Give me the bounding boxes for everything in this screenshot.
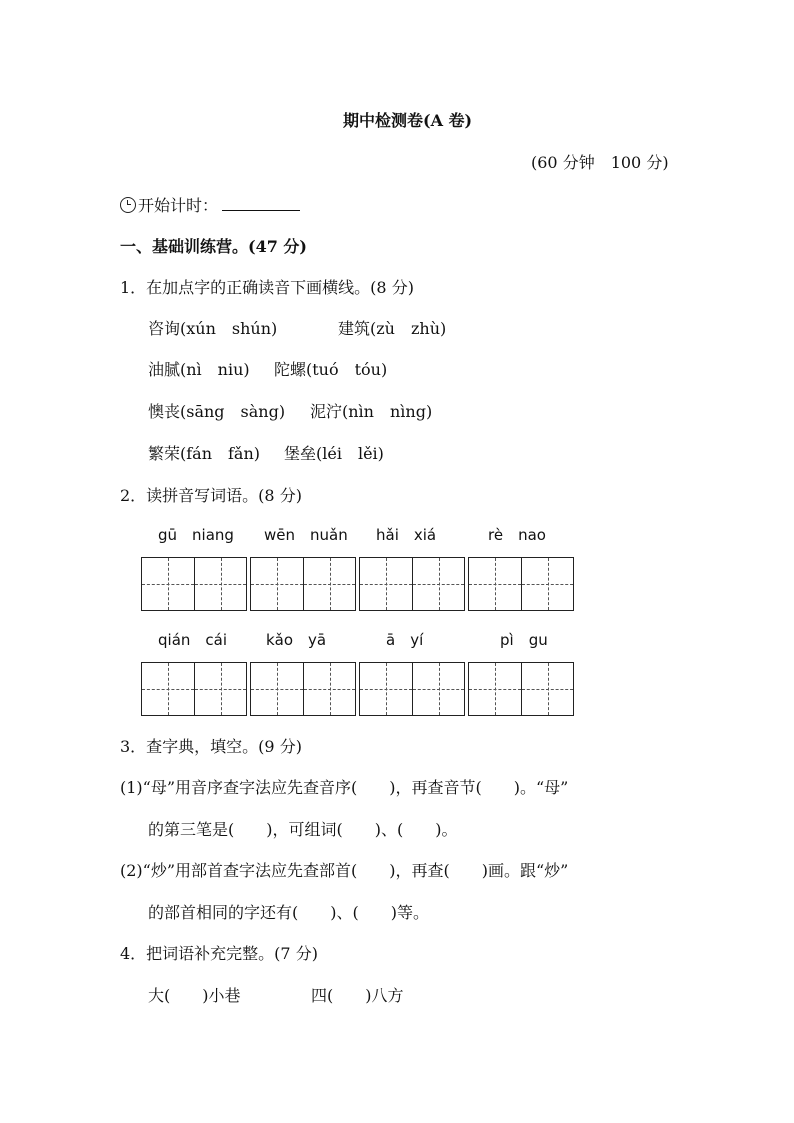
timer-label: 开始计时： <box>138 196 219 215</box>
char-cell[interactable] <box>142 558 194 610</box>
word-box[interactable] <box>250 557 356 611</box>
q1-item[interactable]: 陀螺(tuó tóu) <box>274 360 388 379</box>
q3-part2-line1[interactable]: (2)“炒”用部首查字法应先查部首( )，再查( )画。跟“炒” <box>120 861 569 880</box>
q1-item[interactable]: 堡垒(léi lěi) <box>284 444 384 463</box>
char-cell[interactable] <box>469 663 521 715</box>
page-title: 期中检测卷(A 卷) <box>343 111 473 130</box>
word-box[interactable] <box>250 662 356 716</box>
timer-row <box>120 193 300 216</box>
writing-grid-row-1 <box>141 557 577 611</box>
char-cell[interactable] <box>412 663 464 715</box>
clock-icon <box>120 197 136 213</box>
char-cell[interactable] <box>469 558 521 610</box>
char-cell[interactable] <box>360 663 412 715</box>
pinyin-label: rè nao <box>488 526 546 544</box>
pinyin-label: qián cái <box>158 631 227 649</box>
word-box[interactable] <box>468 557 574 611</box>
q3-part2-line2[interactable]: 的部首相同的字还有( )、( )等。 <box>148 903 429 922</box>
char-cell[interactable] <box>194 663 246 715</box>
char-cell[interactable] <box>521 663 573 715</box>
word-box[interactable] <box>141 662 247 716</box>
q3-part1-line1[interactable]: (1)“母”用音序查字法应先查音序( )，再查音节( )。“母” <box>120 778 569 797</box>
pinyin-label: pì gu <box>500 631 548 649</box>
q1-item[interactable]: 咨询(xún shún) <box>148 319 278 338</box>
section-heading: 一、基础训练营。(47 分) <box>120 237 307 256</box>
char-cell[interactable] <box>360 558 412 610</box>
q1-item[interactable]: 繁荣(fán fǎn) <box>148 444 261 463</box>
pinyin-label: gū niang <box>158 526 234 544</box>
writing-grid-row-2 <box>141 662 577 716</box>
pinyin-label: kǎo yā <box>266 631 327 649</box>
char-cell[interactable] <box>303 663 355 715</box>
q4-item[interactable]: 大( )小巷 <box>148 986 241 1005</box>
word-box[interactable] <box>359 557 465 611</box>
question-3-stem: 3．查字典，填空。(9 分) <box>120 737 302 756</box>
q1-item[interactable]: 懊丧(sāng sàng) <box>148 402 286 421</box>
word-box[interactable] <box>468 662 574 716</box>
q3-part1-line2[interactable]: 的第三笔是( )，可组词( )、( )。 <box>148 820 458 839</box>
q4-item[interactable]: 四( )八方 <box>311 986 404 1005</box>
char-cell[interactable] <box>303 558 355 610</box>
q1-item[interactable]: 建筑(zù zhù) <box>338 319 447 338</box>
question-2-stem: 2．读拼音写词语。(8 分) <box>120 486 302 505</box>
q1-item[interactable]: 泥泞(nìn nìng) <box>310 402 433 421</box>
word-box[interactable] <box>141 557 247 611</box>
char-cell[interactable] <box>521 558 573 610</box>
pinyin-label: hǎi xiá <box>376 526 437 544</box>
pinyin-label: ā yí <box>386 631 424 649</box>
char-cell[interactable] <box>194 558 246 610</box>
question-1-stem: 1．在加点字的正确读音下画横线。(8 分) <box>120 278 414 297</box>
char-cell[interactable] <box>251 663 303 715</box>
char-cell[interactable] <box>412 558 464 610</box>
q1-item[interactable]: 油腻(nì niu) <box>148 360 250 379</box>
char-cell[interactable] <box>251 558 303 610</box>
pinyin-label: wēn nuǎn <box>264 526 348 544</box>
timer-blank[interactable] <box>222 196 300 211</box>
char-cell[interactable] <box>142 663 194 715</box>
exam-meta: (60 分钟 100 分) <box>531 153 669 172</box>
question-4-stem: 4．把词语补充完整。(7 分) <box>120 944 318 963</box>
word-box[interactable] <box>359 662 465 716</box>
